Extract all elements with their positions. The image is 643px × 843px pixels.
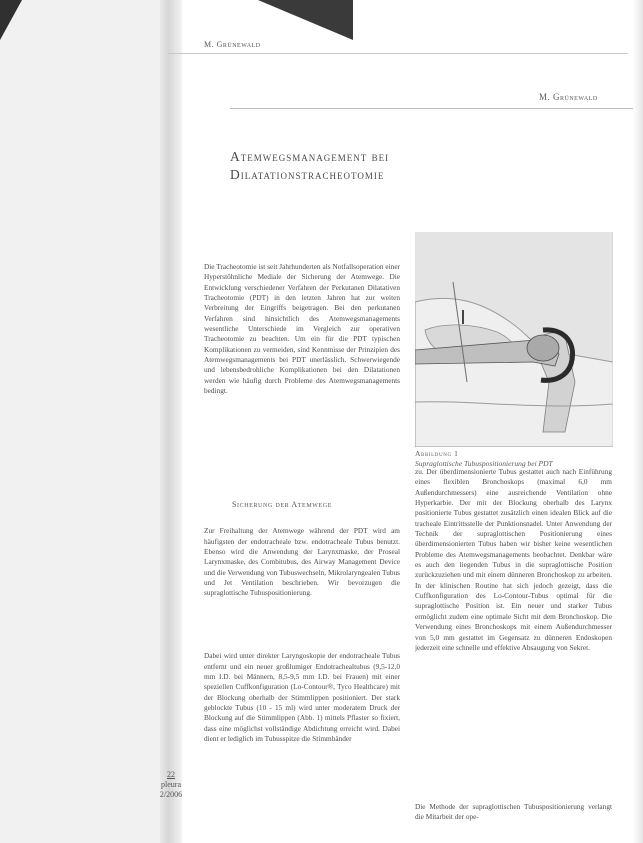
- section-heading: Sicherung der Atemwege: [232, 500, 332, 509]
- body-paragraph: Die Methode der supraglottischen Tubuspositionierung verlangt die Mitarbeit der ope-: [415, 802, 612, 822]
- figure-caption-text: Supraglottische Tubuspositionierung bei PDT: [415, 458, 553, 468]
- page-edge-shadow: [633, 0, 643, 843]
- body-paragraph: zu. Der überdimensionierte Tubus gestattet auch nach Einführung eines flexiblen Bronchoskops (maximal 6,0 mm Außendurchmessers) eine ausreichende Ventilation ohne Hyperkarbie. Der mit der Blockung oberhalb des Larynx positionierte Tubus gestattet zusätzlich einen idealen Blick auf die tracheale Eintrittsstelle der Punktionsnadel. Unter Anwendung der Technik der supraglottischen Positionierung eines überdimensionierten Tubus haben wir bisher keine wesentlichen Probleme des Atemwegsmanagements beobachtet. Denkbar wäre es auch den liegenden Tubus in die supraglottische Position zurückzuziehen und mit einem dünneren Bronchoskop zu arbeiten. In der klinischen Routine hat sich jedoch gezeigt, dass die Cuffkonfiguration des Lo-Contour-Tubus optimal für die supraglottische Position ist. Ein neuer und starker Tubus ermöglicht zudem eine optimale Sicht mit dem Bronchoskop. Die Verwendung eines Bronchoskops mit einem Außendurchmesser von 5,0 mm gestattet im Gegensatz zu dünneren Endoskopen jederzeit eine schnelle und effektive Absaugung von Sekret.: [415, 467, 612, 652]
- title-line-2: Dilatationstracheotomie: [230, 167, 385, 182]
- journal-issue: 2/2006: [159, 790, 183, 799]
- text-column-left: [204, 262, 400, 843]
- page-number: 22: [167, 770, 175, 779]
- previous-page-strip: [0, 0, 170, 843]
- body-paragraph: Dabei wird unter direkter Laryngoskopie der endotracheale Tubus entfernt und ein neuer großlumiger Endotrachealtubus (9,5-12,0 mm I.D. bei Männern, 8,5-9,5 mm I.D. bei Frauen) mit einer speziellen Cuffkonfiguration (Lo-Contour®, Tyco Healthcare) mit der Blockung oberhalb der Stimmlippen positioniert. Der stark geblockte Tubus (10 - 15 ml) wird unter moderatem Druck der Blockung auf die Stimmlippen (Abb. 1) mittels Pflaster so fixiert, dass eine möglichst vollständige Abdichtung erreicht wird. Dabei dient er lediglich im Tubusspitze die Stimmbänder: [204, 651, 400, 744]
- header-rule: [168, 53, 628, 54]
- title-line-1: Atemwegsmanagement bei: [230, 149, 390, 164]
- figure-illustration: [415, 232, 613, 447]
- figure-label: Abbildung 1: [415, 449, 459, 458]
- airway-diagram: [415, 232, 613, 447]
- body-paragraph: Zur Freihaltung der Atemwege während der PDT wird am häufigsten der endotracheale bzw. endotracheale Tubus benutzt. Ebenso wird die Anwendung der Larynxmaske, der Proseal Larynxmaske, des Combitubus, des Airway Management Device und die Verwendung von Tubuswechseln, Mikrolaryngealen Tubus und Jet Ventilation beschrieben. Wir bevorzugen die supraglottische Tubuspositionierung.: [204, 526, 400, 598]
- figure-caption: [415, 449, 615, 468]
- header-rule: [230, 108, 635, 109]
- running-head: M. Grünewald: [539, 92, 598, 102]
- article-title: [230, 148, 610, 184]
- scan-corner-shadow: [258, 0, 353, 40]
- page-number-block: [149, 770, 193, 800]
- scan-corner-shadow: [0, 0, 22, 40]
- text-column-right: [415, 467, 612, 824]
- page-fold-shadow: [160, 0, 182, 843]
- previous-page-header: M. Grünewald: [204, 40, 261, 49]
- intro-paragraph: Die Tracheotomie ist seit Jahrhunderten als Notfallsoperation einer Hyperstöhnliche Mediale der Sicherung der Atemwege. Die Entwicklung verschiedener Verfahren der Perkutanen Dilatativen Tracheotomie (PDT) in den letzten Jahren hat zur weiten Verbreitung der Eingriffs beigetragen. Bei den perkutanen Verfahren sind hinsichtlich des Atemwegsmanagements wesentliche Unterschiede im Vergleich zur operativen Tracheotomie zu beachten. Um ein für die PDT typischen Komplikationen zu vermeiden, sind Kenntnisse der Prinzipien des Atemwegsmanagements bei PDT unerlässlich. Schwerwiegende und lebensbedrohliche Komplikationen bei den Dilatationen werden wie häufig durch Probleme des Atemwegsmanagements bedingt.: [204, 262, 400, 396]
- journal-name: pleura: [161, 780, 181, 789]
